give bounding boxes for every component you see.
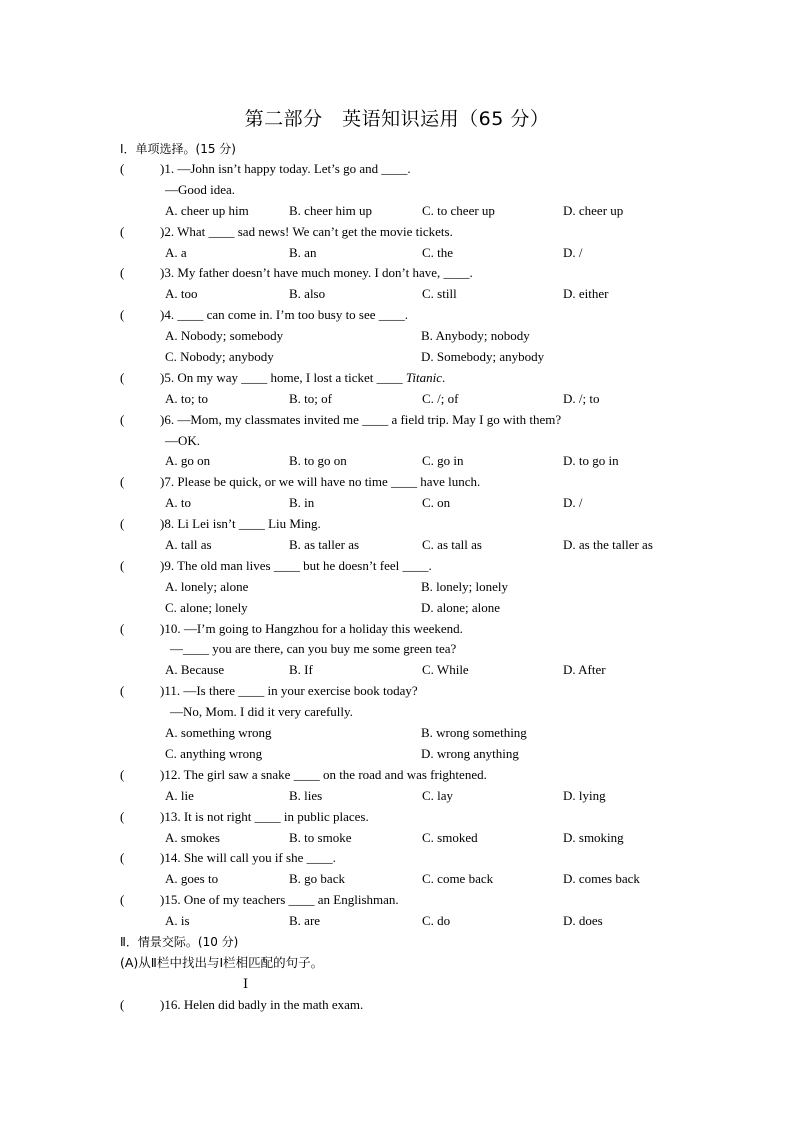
options-row: [120, 828, 720, 849]
option-b: B. If: [289, 662, 313, 678]
answer-blank[interactable]: (: [120, 161, 125, 176]
question-stem: )6. —Mom, my classmates invited me ____ a field trip. May I go with them?: [160, 411, 562, 427]
option-d: D. wrong anything: [421, 745, 519, 761]
question-stem: )3. My father doesn’t have much money. I don’t have, ____.: [160, 265, 473, 281]
option-d: D. lying: [563, 787, 606, 803]
column-label: Ⅰ: [243, 975, 249, 991]
question-5: [120, 368, 720, 389]
question-stem: )4. ____ can come in. I’m too busy to see ____.: [160, 307, 409, 323]
option-a: A. too: [165, 286, 198, 302]
answer-blank[interactable]: (: [120, 766, 125, 782]
question-stem: )8. Li Lei isn’t ____ Liu Ming.: [160, 516, 321, 532]
options-row: [120, 389, 720, 410]
option-b: B. lonely; lonely: [421, 578, 509, 594]
question-stem: )7. Please be quick, or we will have no time ____ have lunch.: [160, 474, 481, 490]
option-d: D. does: [563, 913, 603, 929]
options-row: [120, 535, 720, 556]
option-d: D. /; to: [563, 390, 600, 406]
option-b: B. an: [289, 244, 317, 260]
question-7: [120, 472, 720, 493]
option-b: B. also: [289, 286, 326, 302]
option-a: A. smokes: [165, 829, 220, 845]
option-b: B. to; of: [289, 390, 332, 406]
option-d: D. cheer up: [563, 202, 624, 218]
option-c: C. come back: [422, 871, 494, 887]
question-stem: )13. It is not right ____ in public places.: [160, 808, 369, 824]
option-d: D. Somebody; anybody: [421, 349, 545, 365]
part2-heading: Ⅱ．情景交际。(10 分): [120, 934, 239, 949]
answer-blank[interactable]: (: [120, 996, 125, 1012]
question-3: [120, 263, 720, 284]
option-a: A. something wrong: [165, 725, 272, 741]
question-4: [120, 305, 720, 326]
exam-body: [120, 139, 720, 1016]
question-13: [120, 807, 720, 828]
options-row: [120, 347, 720, 368]
option-a: A. goes to: [165, 871, 219, 887]
option-c: C. smoked: [422, 829, 478, 845]
options-row: [120, 326, 720, 347]
option-b: B. to go on: [289, 453, 347, 469]
question-8: [120, 514, 720, 535]
question-2: [120, 222, 720, 243]
answer-blank[interactable]: (: [120, 516, 125, 532]
option-c: C. While: [422, 662, 469, 678]
option-d: D. alone; alone: [421, 599, 501, 615]
option-d: D. /: [563, 495, 583, 511]
question-16: [120, 995, 720, 1016]
question-6: [120, 410, 720, 431]
answer-blank[interactable]: (: [120, 411, 125, 427]
answer-blank[interactable]: (: [120, 369, 125, 385]
question-stem: )1. —John isn’t happy today. Let’s go and ____.: [160, 161, 411, 176]
option-c: C. to cheer up: [422, 202, 495, 218]
question-stem: )14. She will call you if she ____.: [160, 850, 336, 866]
option-b: B. as taller as: [289, 537, 360, 553]
option-c: C. lay: [422, 787, 454, 803]
question-stem: )11. —Is there ____ in your exercise book today?: [160, 683, 418, 699]
option-a: A. tall as: [165, 537, 212, 553]
answer-blank[interactable]: (: [120, 683, 125, 699]
options-row: [120, 451, 720, 472]
option-c: C. alone; lonely: [165, 599, 248, 615]
answer-blank[interactable]: (: [120, 557, 125, 573]
question-response: —____ you are there, can you buy me some green tea?: [170, 641, 457, 657]
option-c: C. the: [422, 244, 454, 260]
question-stem: )12. The girl saw a snake ____ on the road and was frightened.: [160, 766, 487, 782]
option-b: B. Anybody; nobody: [421, 328, 530, 344]
options-row: [120, 723, 720, 744]
question-14: [120, 848, 720, 869]
options-row: [120, 243, 720, 264]
option-a: A. a: [165, 244, 187, 260]
options-row: [120, 284, 720, 305]
question-list: [120, 159, 720, 932]
options-row: [120, 660, 720, 681]
question-10: [120, 619, 720, 640]
option-b: B. cheer him up: [289, 202, 373, 218]
question-12: [120, 765, 720, 786]
option-c: C. on: [422, 495, 451, 511]
option-c: C. as tall as: [422, 537, 482, 553]
option-c: C. /; of: [422, 390, 459, 406]
option-d: D. smoking: [563, 829, 624, 845]
option-c: C. still: [422, 286, 457, 302]
question-stem: )5. On my way ____ home, I lost a ticket ____: [160, 369, 406, 385]
question-1: [120, 159, 720, 180]
question-stem-end: .: [442, 369, 446, 385]
options-row: [120, 786, 720, 807]
options-row: [120, 577, 720, 598]
question-response: —Good idea.: [165, 181, 236, 197]
option-c: C. go in: [422, 453, 464, 469]
option-c: C. anything wrong: [165, 745, 263, 761]
answer-blank[interactable]: (: [120, 307, 125, 323]
option-b: B. go back: [289, 871, 345, 887]
question-15: [120, 890, 720, 911]
question-9: [120, 556, 720, 577]
question-stem-italic: Titanic: [405, 369, 443, 385]
question-response: —No, Mom. I did it very carefully.: [170, 704, 353, 720]
option-b: B. are: [289, 913, 321, 929]
answer-blank[interactable]: (: [120, 474, 125, 490]
answer-blank[interactable]: (: [120, 620, 125, 636]
option-d: D. as the taller as: [563, 537, 653, 553]
options-row: [120, 869, 720, 890]
question-stem: )2. What ____ sad news! We can’t get the movie tickets.: [160, 223, 453, 239]
options-row: [120, 598, 720, 619]
option-a: A. Nobody; somebody: [165, 328, 284, 344]
answer-blank[interactable]: (: [120, 850, 125, 866]
option-a: A. go on: [165, 453, 211, 469]
option-c: C. Nobody; anybody: [165, 349, 274, 365]
option-a: A. lie: [165, 787, 194, 803]
answer-blank[interactable]: (: [120, 265, 125, 281]
option-d: D. /: [563, 244, 583, 260]
option-b: B. wrong something: [421, 725, 527, 741]
option-a: A. Because: [165, 662, 225, 678]
option-c: C. do: [422, 913, 451, 929]
part2-subheading: (A)从Ⅱ栏中找出与Ⅰ栏相匹配的句子。: [120, 954, 324, 970]
question-stem: )15. One of my teachers ____ an Englishman.: [160, 892, 399, 908]
option-a: A. to: [165, 495, 191, 511]
option-b: B. in: [289, 495, 315, 511]
option-b: B. lies: [289, 787, 323, 803]
option-a: A. is: [165, 913, 190, 929]
answer-blank[interactable]: (: [120, 808, 125, 824]
option-d: D. After: [563, 662, 606, 678]
answer-blank[interactable]: (: [120, 892, 125, 908]
options-row: [120, 911, 720, 932]
page-title: 第二部分 英语知识运用（65 分）: [244, 108, 550, 130]
options-row: [120, 493, 720, 514]
option-d: D. either: [563, 286, 609, 302]
part1-heading: Ⅰ．单项选择。(15 分): [120, 142, 236, 156]
option-a: A. to; to: [165, 390, 208, 406]
option-a: A. cheer up him: [165, 202, 249, 218]
answer-blank[interactable]: (: [120, 223, 125, 239]
options-row: [120, 744, 720, 765]
option-d: D. to go in: [563, 453, 619, 469]
options-row: [120, 201, 720, 222]
question-stem: )9. The old man lives ____ but he doesn’t feel ____.: [160, 557, 432, 573]
option-a: A. lonely; alone: [165, 578, 249, 594]
question-response: —OK.: [165, 432, 201, 448]
question-stem: )16. Helen did badly in the math exam.: [160, 996, 364, 1012]
option-d: D. comes back: [563, 871, 640, 887]
option-b: B. to smoke: [289, 829, 352, 845]
question-stem: )10. —I’m going to Hangzhou for a holiday this weekend.: [160, 620, 463, 636]
question-11: [120, 681, 720, 702]
